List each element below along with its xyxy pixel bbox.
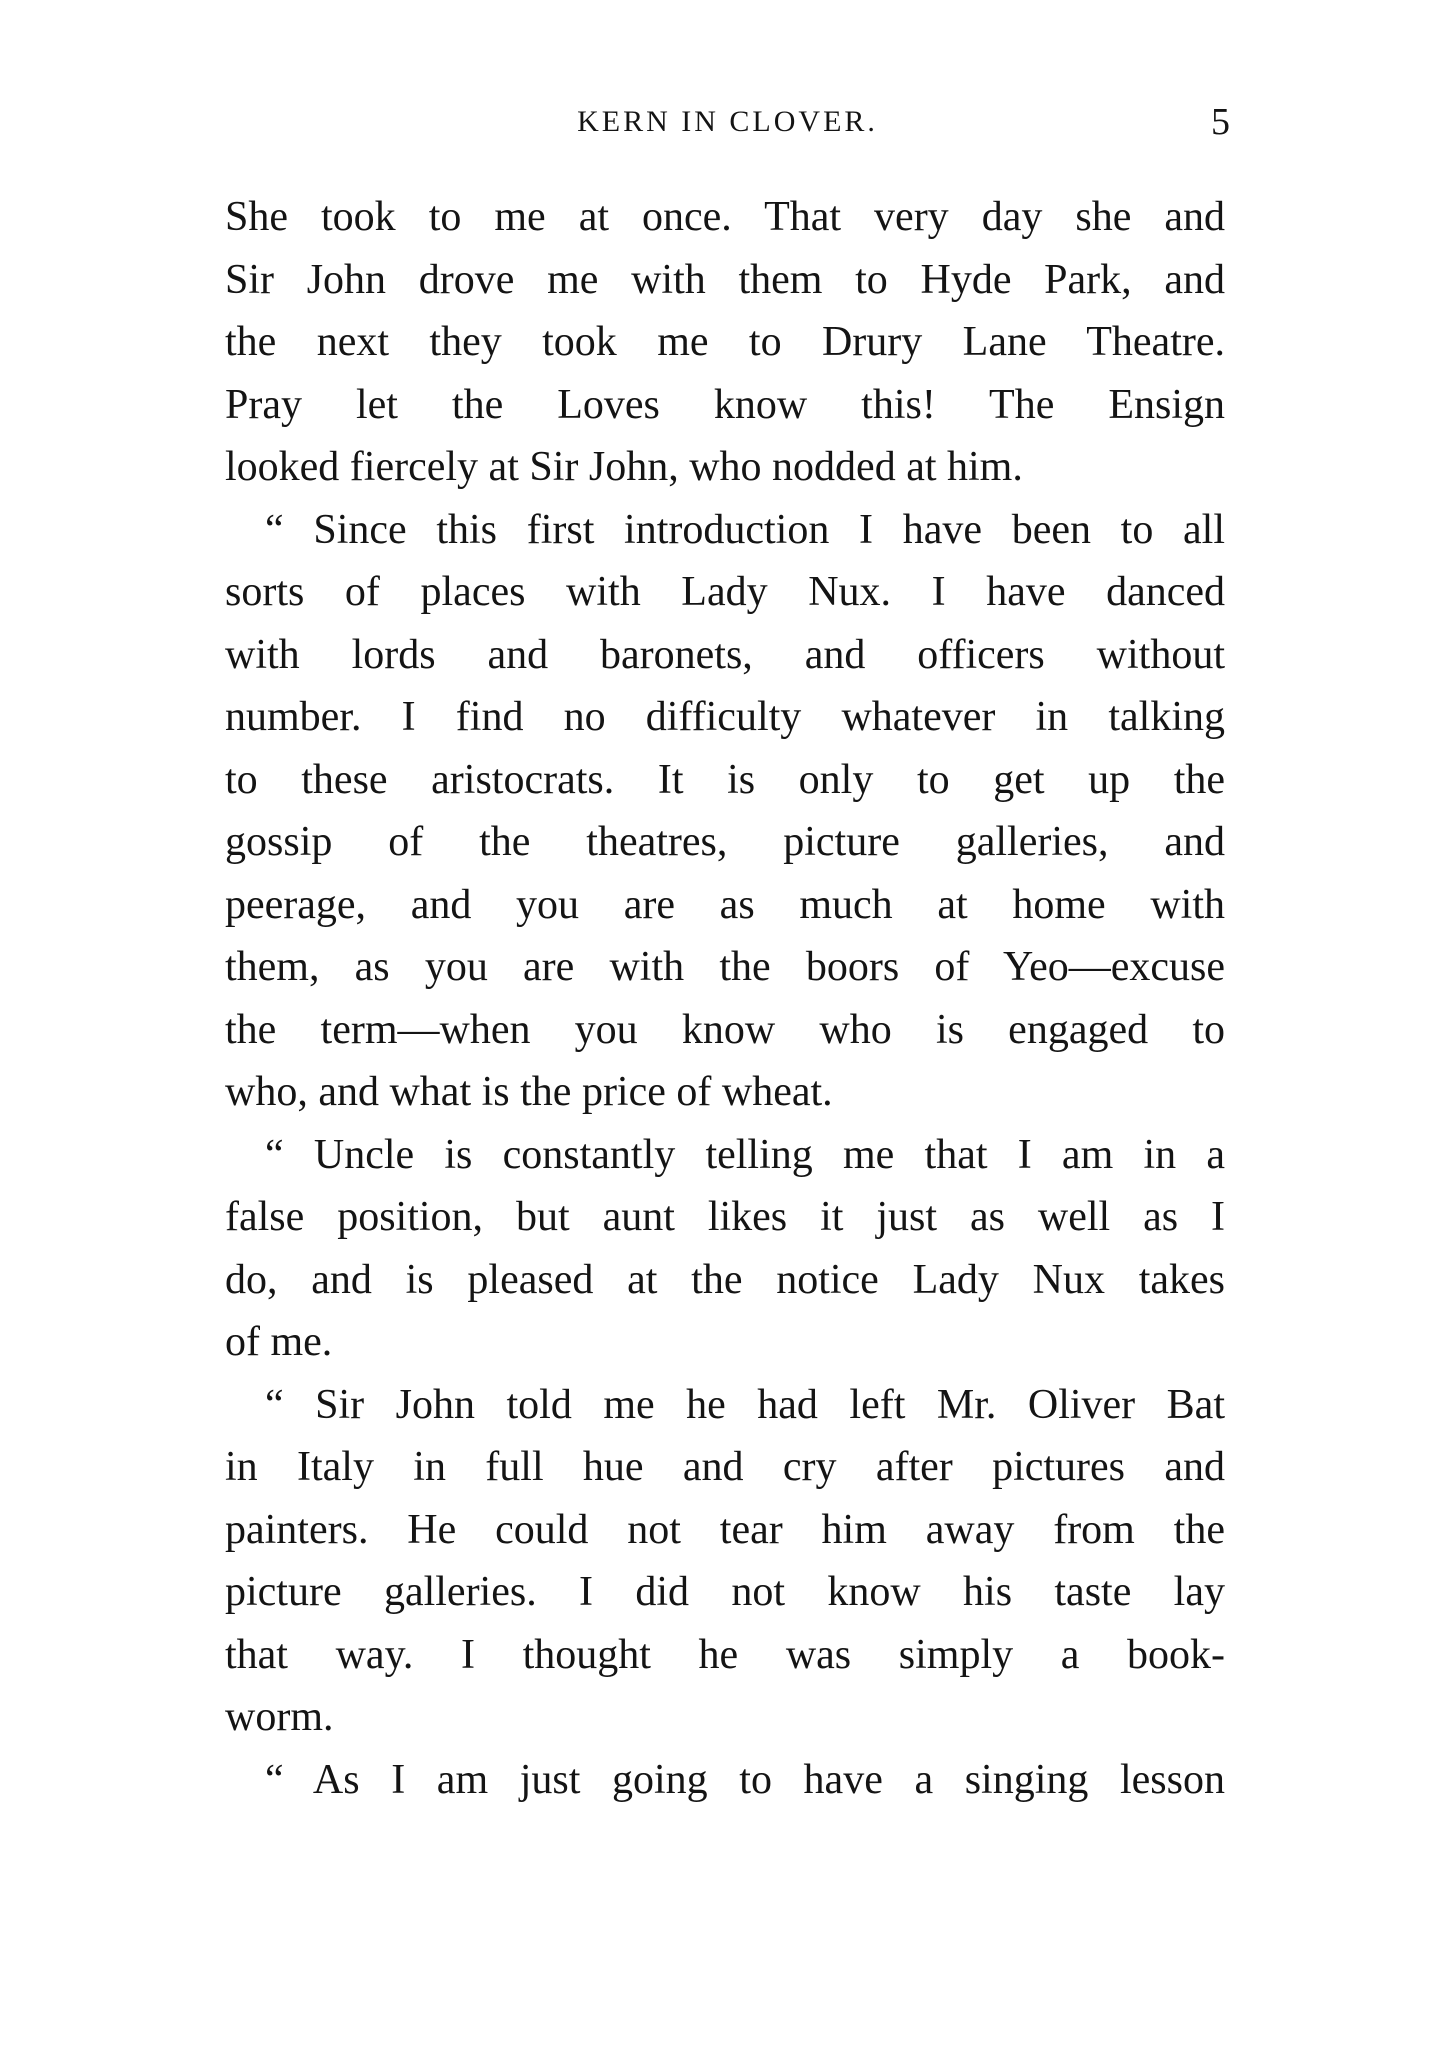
text-line: gossip of the theatres, picture galleries, and <box>225 819 1225 865</box>
text-line: in Italy in full hue and cry after pictures and <box>225 1444 1225 1490</box>
running-head <box>225 100 1230 144</box>
text-line: who, and what is the price of wheat. <box>225 1069 833 1115</box>
text-line: sorts of places with Lady Nux. I have danced <box>225 569 1225 615</box>
text-line: “ Sir John told me he had left Mr. Oliver Bat <box>265 1381 1225 1428</box>
text-line: painters. He could not tear him away from the <box>225 1506 1225 1553</box>
text-line: with lords and baronets, and officers without <box>225 631 1225 678</box>
text-line: “ Since this first introduction I have been to all <box>265 506 1225 553</box>
text-line: number. I find no difficulty whatever in talking <box>225 694 1225 740</box>
text-line: do, and is pleased at the notice Lady Nux takes <box>225 1256 1225 1303</box>
text-line: to these aristocrats. It is only to get up the <box>225 756 1225 803</box>
text-line: that way. I thought he was simply a book- <box>225 1631 1225 1678</box>
body-text <box>225 186 1225 1811</box>
text-line: looked fiercely at Sir John, who nodded at him. <box>225 444 1023 490</box>
text-line: of me. <box>225 1319 333 1365</box>
text-line: the term—when you know who is engaged to <box>225 1006 1225 1053</box>
text-line: picture galleries. I did not know his taste lay <box>225 1569 1225 1615</box>
text-line: worm. <box>225 1694 334 1740</box>
text-line: “ Uncle is constantly telling me that I am in a <box>265 1131 1225 1178</box>
text-line: “ As I am just going to have a singing lesson <box>265 1756 1225 1803</box>
running-title: KERN IN CLOVER. <box>577 105 878 138</box>
text-line: them, as you are with the boors of Yeo—excuse <box>225 944 1225 990</box>
text-line: Sir John drove me with them to Hyde Park, and <box>225 256 1225 303</box>
text-line: Pray let the Loves know this! The Ensign <box>225 381 1225 428</box>
text-line: She took to me at once. That very day she and <box>225 194 1225 240</box>
text-line: peerage, and you are as much at home with <box>225 881 1225 928</box>
page-number: 5 <box>1211 101 1230 143</box>
text-line: the next they took me to Drury Lane Theatre. <box>225 319 1225 365</box>
text-line: false position, but aunt likes it just as well as I <box>225 1194 1225 1240</box>
